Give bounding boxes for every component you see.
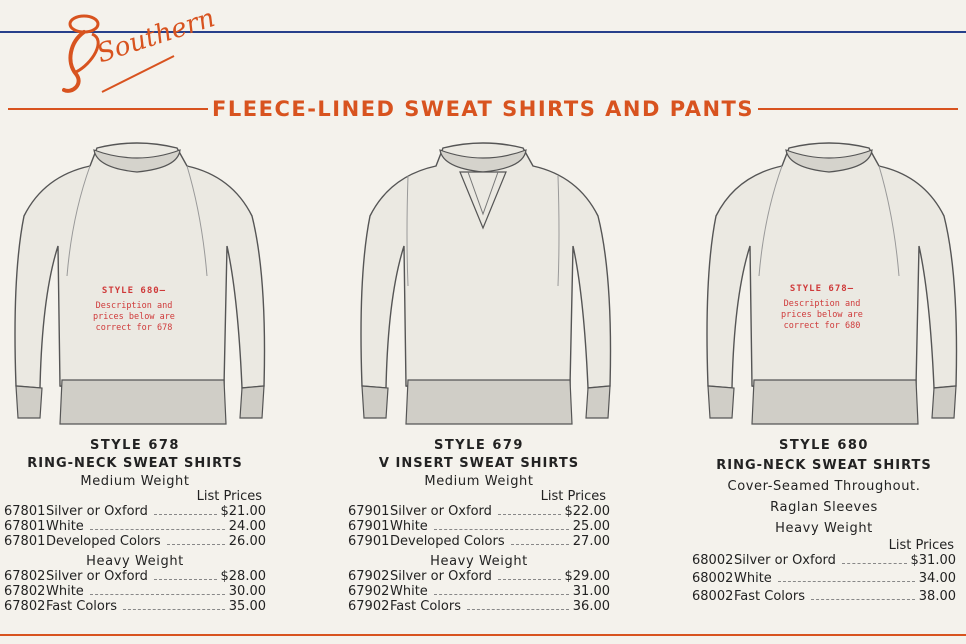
bottom-orange-rule xyxy=(0,634,966,636)
weight-label: Heavy Weight xyxy=(775,521,873,536)
item-name: Developed Colors xyxy=(390,534,505,549)
logo-wordmark: Southern xyxy=(93,3,219,70)
price-row xyxy=(348,569,610,584)
sweatshirt-678-illustration xyxy=(2,136,272,426)
item-name: Fast Colors xyxy=(46,599,117,614)
item-price: $29.00 xyxy=(564,569,610,584)
price-row xyxy=(348,504,610,519)
product-679 xyxy=(348,438,610,614)
item-code: 67802 xyxy=(4,599,46,614)
overlay-line: Description and xyxy=(783,299,861,309)
overlay-title: STYLE 680— xyxy=(101,286,167,296)
item-price: $28.00 xyxy=(220,569,266,584)
item-name: White xyxy=(46,519,84,534)
item-price: 34.00 xyxy=(918,571,956,586)
overlay-line: correct for 678 xyxy=(95,323,173,333)
item-name: White xyxy=(46,584,84,599)
item-code: 67902 xyxy=(348,599,390,614)
product-name: V INSERT SWEAT SHIRTS xyxy=(378,456,580,471)
item-code: 67801 xyxy=(4,504,46,519)
item-price: 35.00 xyxy=(228,599,266,614)
item-name: Silver or Oxford xyxy=(390,504,492,519)
item-price: 38.00 xyxy=(918,589,956,604)
item-code: 68002 xyxy=(692,589,734,604)
item-code: 67902 xyxy=(348,569,390,584)
weight-label: Heavy Weight xyxy=(86,554,184,569)
overlay-line: correct for 680 xyxy=(783,321,861,331)
item-price: 24.00 xyxy=(228,519,266,534)
weight-label: Heavy Weight xyxy=(430,554,528,569)
item-code: 67901 xyxy=(348,504,390,519)
item-code: 67801 xyxy=(4,519,46,534)
item-price: $21.00 xyxy=(220,504,266,519)
price-row xyxy=(348,599,610,614)
overlay-line: prices below are xyxy=(93,312,175,322)
price-row xyxy=(692,589,956,607)
overlay-note-678 xyxy=(84,286,184,334)
overlay-line: prices below are xyxy=(781,310,863,320)
product-680 xyxy=(692,438,956,607)
price-row xyxy=(348,584,610,599)
style-number: STYLE 678 xyxy=(90,438,180,453)
item-price: 26.00 xyxy=(228,534,266,549)
product-note: Raglan Sleeves xyxy=(770,500,878,515)
style-number: STYLE 680 xyxy=(779,438,869,453)
price-row xyxy=(4,519,266,534)
item-name: White xyxy=(734,571,772,586)
price-row xyxy=(4,599,266,614)
list-prices-label: List Prices xyxy=(540,489,606,504)
product-name: RING-NECK SWEAT SHIRTS xyxy=(716,458,932,473)
page-headline: FLEECE-LINED SWEAT SHIRTS AND PANTS xyxy=(212,97,754,121)
price-row xyxy=(4,534,266,549)
item-name: White xyxy=(390,519,428,534)
item-price: 30.00 xyxy=(228,584,266,599)
item-price: $22.00 xyxy=(564,504,610,519)
sweatshirt-679-illustration xyxy=(348,136,618,426)
product-note: Cover-Seamed Throughout. xyxy=(727,479,921,494)
item-name: Developed Colors xyxy=(46,534,161,549)
price-row xyxy=(4,584,266,599)
item-name: Silver or Oxford xyxy=(46,504,148,519)
headline-rule-right xyxy=(758,108,958,110)
sweatshirt-680-illustration xyxy=(694,136,964,426)
headline-rule-left xyxy=(8,108,208,110)
item-code: 67802 xyxy=(4,569,46,584)
style-number: STYLE 679 xyxy=(434,438,524,453)
price-row xyxy=(348,519,610,534)
item-name: Silver or Oxford xyxy=(46,569,148,584)
item-code: 67801 xyxy=(4,534,46,549)
item-name: White xyxy=(390,584,428,599)
item-price: 31.00 xyxy=(572,584,610,599)
weight-label: Medium Weight xyxy=(80,474,190,489)
weight-label: Medium Weight xyxy=(424,474,534,489)
product-name: RING-NECK SWEAT SHIRTS xyxy=(27,456,243,471)
overlay-title: STYLE 678— xyxy=(789,284,855,294)
list-prices-label: List Prices xyxy=(888,538,954,553)
item-price: 36.00 xyxy=(572,599,610,614)
item-name: Silver or Oxford xyxy=(390,569,492,584)
item-code: 68002 xyxy=(692,571,734,586)
overlay-note-680 xyxy=(772,284,872,332)
price-row xyxy=(692,553,956,571)
item-code: 67802 xyxy=(4,584,46,599)
price-row xyxy=(692,571,956,589)
item-code: 67901 xyxy=(348,534,390,549)
price-row xyxy=(4,504,266,519)
item-name: Silver or Oxford xyxy=(734,553,836,568)
item-price: 27.00 xyxy=(572,534,610,549)
overlay-line: Description and xyxy=(95,301,173,311)
item-code: 68002 xyxy=(692,553,734,568)
headline-row xyxy=(8,94,958,124)
product-678 xyxy=(4,438,266,614)
item-price: 25.00 xyxy=(572,519,610,534)
list-prices-label: List Prices xyxy=(196,489,262,504)
price-row xyxy=(348,534,610,549)
item-code: 67902 xyxy=(348,584,390,599)
item-name: Fast Colors xyxy=(734,589,805,604)
item-code: 67901 xyxy=(348,519,390,534)
item-name: Fast Colors xyxy=(390,599,461,614)
price-row xyxy=(4,569,266,584)
item-price: $31.00 xyxy=(910,553,956,568)
